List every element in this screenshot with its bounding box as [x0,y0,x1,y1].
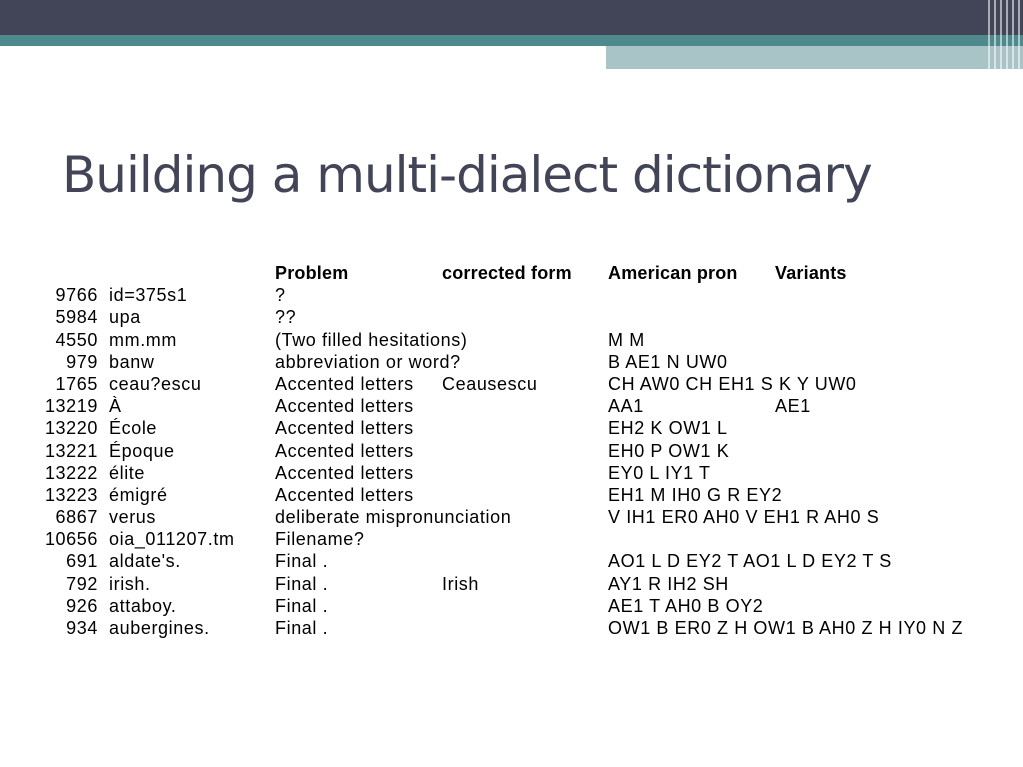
table-row [0,440,1023,462]
cell-id: 979 [66,351,98,372]
cell-problem: Accented letters [275,418,414,439]
cell-word: upa [109,307,141,328]
cell-problem: Final . [275,595,329,616]
cell-word: attaboy. [109,595,177,616]
cell-problem: ?? [275,307,297,328]
table-row [0,528,1023,550]
cell-american: AE1 T AH0 B OY2 [608,595,764,616]
cell-problem: Accented letters [275,484,414,505]
cell-word: École [109,418,158,439]
cell-problem: (Two filled hesitations) [275,329,468,350]
cell-corrected: Ceausescu [442,373,538,394]
table-row [0,417,1023,439]
cell-variants: AE1 [775,396,811,417]
header-band-light [606,46,1023,69]
dictionary-table [0,262,1023,642]
cell-problem: Accented letters [275,396,414,417]
cell-word: oia_011207.tm [109,529,235,550]
cell-id: 691 [66,551,98,572]
cell-american: EH0 P OW1 K [608,440,730,461]
table-row [0,395,1023,417]
cell-id: 6867 [55,507,98,528]
cell-american: AY1 R IH2 SH [608,573,729,594]
cell-american: B AE1 N UW0 [608,351,728,372]
table-row [0,506,1023,528]
header-band-dark [0,0,1023,35]
cell-word: aldate's. [109,551,181,572]
cell-american: OW1 B ER0 Z H OW1 B AH0 Z H IY0 N Z [608,618,964,638]
cell-word: irish. [109,573,151,594]
header-band-teal [0,35,1023,46]
cell-word: aubergines. [109,618,210,638]
table-row [0,573,1023,595]
cell-word: mm.mm [109,329,177,350]
header-american-pron: American pron [608,263,738,283]
cell-id: 13220 [44,418,98,439]
header-problem: Problem [275,263,349,283]
cell-id: 926 [66,595,98,616]
cell-id: 4550 [55,329,98,350]
cell-corrected: Irish [442,573,480,594]
cell-word: Époque [109,440,175,461]
cell-problem: Final . [275,573,329,594]
cell-problem: Filename? [275,529,365,550]
cell-american: EY0 L IY1 T [608,462,711,483]
table-row [0,462,1023,484]
cell-problem: Final . [275,551,329,572]
cell-american: EH1 M IH0 G R EY2 [608,484,783,505]
cell-problem: Accented letters [275,462,414,483]
table-row [0,306,1023,328]
cell-word: banw [109,351,155,372]
cell-id: 13223 [44,484,98,505]
cell-id: 13222 [44,462,98,483]
table-row [0,595,1023,617]
header-stripes-decoration [988,0,1023,69]
cell-id: 934 [66,618,98,638]
cell-word: À [109,396,122,417]
cell-id: 13219 [44,396,98,417]
cell-american: EH2 K OW1 L [608,418,728,439]
header-variants: Variants [775,263,847,283]
cell-word: id=375s1 [109,285,188,306]
cell-problem: Final . [275,618,329,638]
table-header-row [0,262,1023,284]
cell-american: AA1 [608,396,644,417]
cell-problem: Accented letters [275,440,414,461]
table-row [0,351,1023,373]
table-row [0,329,1023,351]
cell-id: 1765 [55,373,98,394]
table-row [0,550,1023,572]
cell-american: M M [608,329,645,350]
cell-id: 10656 [44,529,98,550]
cell-id: 13221 [44,440,98,461]
cell-problem: Accented letters [275,373,414,394]
cell-problem: ? [275,285,286,306]
cell-problem: deliberate mispronunciation [275,507,512,528]
cell-id: 792 [66,573,98,594]
cell-word: élite [109,462,146,483]
cell-word: verus [109,507,157,528]
header-corrected-form: corrected form [442,263,572,283]
cell-id: 5984 [55,307,98,328]
cell-word: émigré [109,484,168,505]
table-row [0,284,1023,306]
cell-word: ceau?escu [109,373,202,394]
slide-title: Building a multi-dialect dictionary [62,146,872,204]
table-row [0,373,1023,395]
cell-american: V IH1 ER0 AH0 V EH1 R AH0 S [608,507,880,528]
cell-id: 9766 [55,285,98,306]
cell-problem: abbreviation or word? [275,351,461,372]
table-row [0,617,1023,639]
table-row [0,484,1023,506]
cell-american: AO1 L D EY2 T AO1 L D EY2 T S [608,551,892,572]
cell-american: CH AW0 CH EH1 S K Y UW0 [608,373,857,394]
